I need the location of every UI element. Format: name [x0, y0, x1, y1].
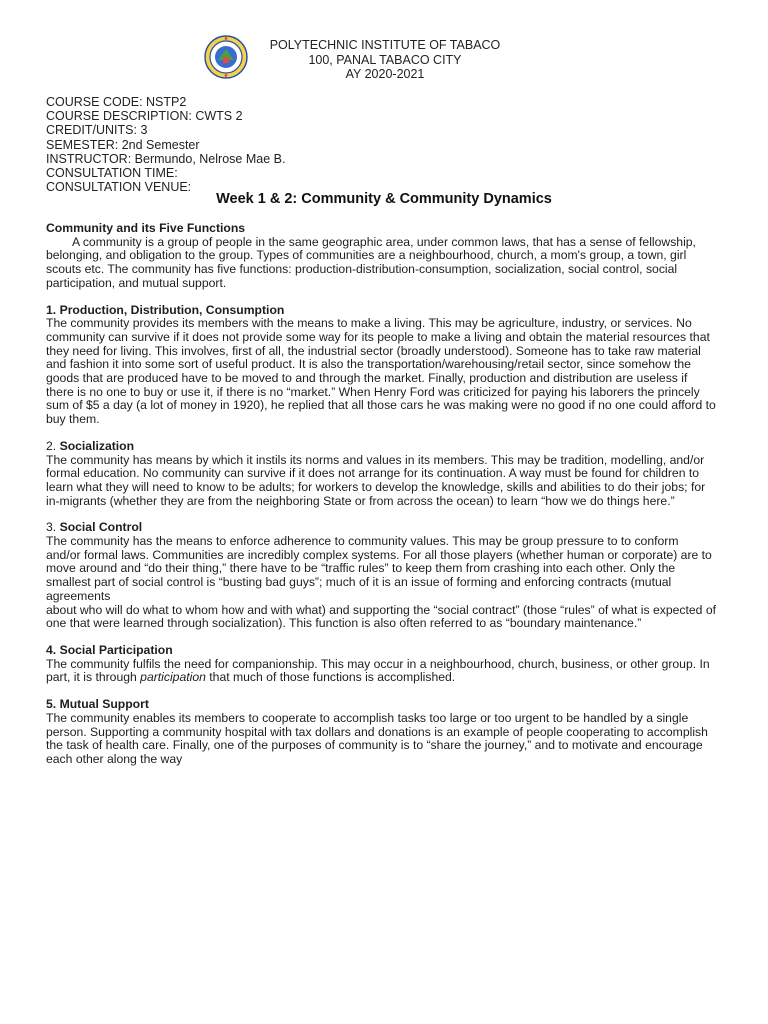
section-paragraph-social-control: The community has the means to enforce adherence to community values. This may be group pressure to to conform and/or formal laws. Communities are incredibly complex systems. For all those players (whether human or corporate) are to move around and “do their thing,” there have to be “traffic rules” to keep them from crashing into each other. Only the smallest part of social control is “busting bad guys”; much of it is an issue of forming and enforcing contracts (mutual agreements: [46, 534, 712, 603]
section-paragraph-social-control-continued: about who will do what to whom how and with what) and supporting the “social contract” (those “rules” of what is expected of one that were learned through socialization). This function is also often referred to as “boundary maintenance.”: [46, 602, 716, 631]
consultation-time: CONSULTATION TIME:: [46, 166, 178, 181]
section-paragraph-production: The community provides its members with the means to make a living. This may be agriculture, industry, or services. No community can survive if it does not provide some way for its people to make a living and obtain the material resources that they need for living. This involves, first of all, the industrial sector (broadly understood). Someone has to take raw material and fashion it into some sort of useful product. It is also the transportation/warehousing/retail sector, since somehow the goods that are produced have to be moved to and through the market. Finally, production and distribution are useless if there is no one to buy or use it, if there is no “market.” When Henry Ford was criticized for paying his laborers the princely sum of $5 a day (a lot of money in 1920), he replied that all those cars he was making were no good if no one could afford to buy them.: [46, 316, 716, 427]
credit-units: CREDIT/UNITS: 3: [46, 123, 148, 138]
course-description: COURSE DESCRIPTION: CWTS 2: [46, 109, 243, 124]
section-heading-mutual-support: [46, 698, 716, 712]
section-paragraph-socialization: The community has means by which it instils its norms and values in its members. This may be tradition, modelling, and/or formal education. No community can survive if it does not arrange for its continuation. A way must be found for children to learn what they will need to know to be adults; for workers to develop the knowledge, skills and abilities to do their jobs; for in-migrants (whether they are from the neighboring State or from across the ocean) to learn “how we do things here.”: [46, 452, 706, 508]
section-paragraph-participation: The community fulfils the need for companionship. This may occur in a neighbourhood, church, business, or other group. In part, it is through participation that much of those functions is accomplished.: [46, 656, 710, 685]
course-code: COURSE CODE: NSTP2: [46, 95, 187, 109]
emphasized-word: participation: [140, 670, 206, 685]
section-heading-production: [46, 304, 716, 318]
section-heading-social-control: [46, 521, 716, 535]
section-number: 3.: [46, 520, 57, 535]
institution-header: [230, 38, 540, 82]
section-number: 2.: [46, 438, 57, 453]
section-title: Mutual Support: [59, 697, 149, 712]
intro-heading: Community and its Five Functions: [46, 221, 246, 235]
instructor: INSTRUCTOR: Bermundo, Nelrose Mae B.: [46, 151, 286, 166]
section-number: 5.: [46, 697, 57, 712]
consultation-venue: CONSULTATION VENUE:: [46, 180, 192, 195]
week-title: Week 1 & 2: Community & Community Dynamics: [216, 191, 552, 207]
section-title: Social Participation: [59, 642, 173, 657]
section-title: Social Control: [59, 520, 143, 535]
institution-name: POLYTECHNIC INSTITUTE OF TABACO: [269, 38, 501, 52]
course-info: [46, 95, 726, 194]
section-title: Socialization: [59, 438, 135, 453]
section-paragraph-mutual-support: The community enables its members to cooperate to accomplish tasks too large or too urgent to be handled by a single person. Supporting a community hospital with tax dollars and donations is an example of people cooperating to accomplish the task of health care. Finally, one of the purposes of community is to “share the journey,” and to motivate and encourage each other along the way: [46, 710, 708, 766]
semester: SEMESTER: 2nd Semester: [46, 137, 200, 152]
institution-address: 100, PANAL TABACO CITY: [308, 52, 462, 67]
academic-year: AY 2020-2021: [345, 67, 425, 81]
section-heading-socialization: [46, 440, 716, 454]
intro-paragraph: A community is a group of people in the same geographic area, under common laws, that has a sense of fellowship, belonging, and obligation to the group. Types of communities are a neighbourhood, church, a mom's group, a town, girl scouts etc. The community has five functions: production-distribution-consumption, socialization, social control, social participation, and mutual support.: [46, 234, 696, 290]
document-body: [46, 222, 716, 767]
section-number: 1.: [46, 302, 57, 317]
section-heading-participation: [46, 644, 716, 658]
section-title: Production, Distribution, Consumption: [59, 302, 285, 317]
section-number: 4.: [46, 642, 57, 657]
